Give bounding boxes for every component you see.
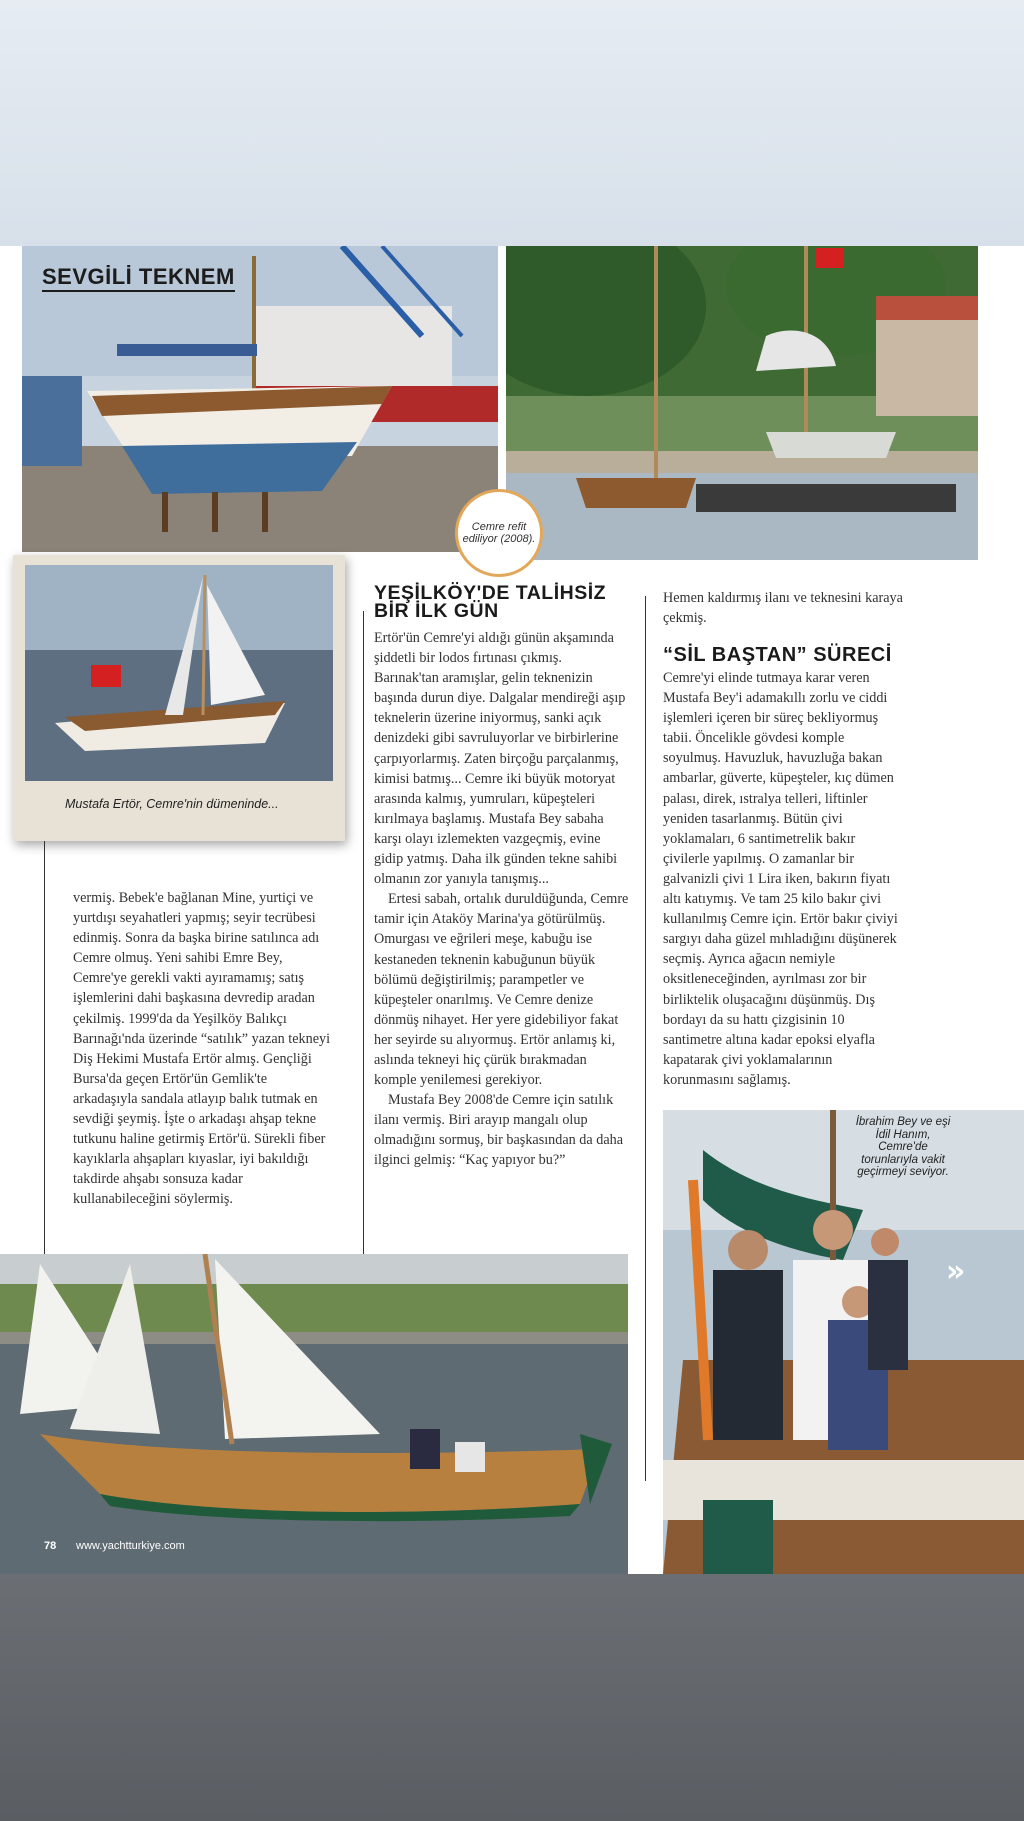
caption-helm: Mustafa Ertör, Cemre'nin dümeninde... (65, 797, 279, 811)
column-rule-1 (44, 841, 45, 1254)
polaroid-frame (13, 555, 345, 841)
photo-helm (25, 565, 333, 781)
status-area-top (0, 0, 1024, 246)
col2-paragraph-3: Mustafa Bey 2008'de Cemre için satılık ilanı vermiş. Biri arayıp mangalı olup olmadığını sormuş, bir başkasından da daha ilginci gelmiş: “Kaç yapıyor bu?” (374, 1092, 624, 1169)
footer-url: www.yachtturkiye.com (76, 1540, 185, 1552)
photo-sailing (0, 1254, 628, 1574)
page-title: SEVGİLİ TEKNEM (42, 264, 235, 292)
column-3-text (663, 668, 903, 1090)
column-rule-3 (645, 596, 646, 1481)
status-area-bottom (0, 1574, 1024, 1821)
heading-sil-bastan: “SİL BAŞTAN” SÜRECİ (663, 644, 892, 666)
photo-family (663, 1110, 1024, 1574)
photo-marina (506, 246, 978, 560)
column-2-text (374, 628, 630, 1171)
column-3-intro (663, 588, 903, 628)
col2-paragraph-1: Ertör'ün Cemre'yi aldığı günün akşamında şiddetli bir lodos fırtınası çıkmış. Barınak'tan aramışlar, gelin teknenizin başında durun diye. Dalgalar mendireği aşıp teknelerin üzerine iniyormuş, sanki açık denizdeki gibi savruluyorlar ve birbirlerine çarpıyorlarmış. Zaten birçoğu parçalanmış, kimisi batmış... Cemre iki büyük motoryat arasında kalmış, yumruları, küpeşteleri kırılmaya başlamış. Mustafa Bey sabaha karşı olayı izlemekten vazgeçmiş, evine gidip yatmış. Daha ilk günden tekne sahibi olmanın zor yanıyla tanışmış... (374, 630, 626, 888)
col2-paragraph-2: Ertesi sabah, ortalık duruldüğunda, Cemre tamir için Ataköy Marina'ya götürülmüş. Omurgası ve eğrileri meşe, kabuğu ise kestaneden teknenin kabuğunun büyük bölümü değiştirilmiş; parampetler ve küpeşteler onarılmış. Ve Cemre denize dönmüş nihayet. Her yere gidebiliyor fakat her seyirde su alıyormuş. Ertör anlamış ki, aslında tekneyi hiç çürük bırakmadan komple yenilemesi gerekiyor. (374, 891, 629, 1089)
col3-intro: Hemen kaldırmış ilanı ve teknesini karaya çekmiş. (663, 590, 903, 627)
magazine-page (0, 246, 1024, 1574)
page-number: 78 (44, 1540, 57, 1552)
column-1-text (73, 888, 333, 1210)
col1-paragraph: vermiş. Bebek'e bağlanan Mine, yurtiçi ve yurtdışı seyahatleri yapmış; seyir tecrübesi edinmiş. Sonra da başka birine satılınca adı Cemre olmuş. Yeni sahibi Emre Bey, Cemre'ye gerekli vakti ayıramamış; satış işlemlerini dahi başkasına devredip aradan çekilmiş. 1999'da da Yeşilköy Balıkçı Barınağı'nda üzerinde “satılık” yazan tekneyi Diş Hekimi Mustafa Ertör almış. Gençliği Bursa'da geçen Ertör'ün Gemlik'te arkadaşıyla sandala atlayıp balık tutmak en sevdiği şeymiş. İşte o arkadaşı ahşap tekne tutkunu haline getirmiş Ertör'ü. Sürekli fiber kayıklarla ahşapları kıyaslar, iyi bakıldığı takdirde ahşabı sonsuza kadar kullanabileceğini söylermiş. (73, 890, 331, 1208)
caption-family: İbrahim Bey ve eşi İdil Hanım, Cemre'de torunlarıyla vakit geçirmeyi seviyor. (855, 1116, 951, 1178)
column-rule-2 (363, 611, 364, 1255)
double-chevron-right-icon[interactable]: » (946, 1254, 966, 1289)
heading-yesilkoy: YEŞİLKÖY'DE TALİHSİZ BİR İLK GÜN (374, 582, 607, 622)
caption-refit: Cemre refit ediliyor (2008). (455, 489, 543, 577)
col3-paragraph: Cemre'yi elinde tutmaya karar veren Mustafa Bey'i adamakıllı zorlu ve ciddi işlemleri içeren bir süreç bekliyormuş tabii. Öncelikle gövdesi komple soyulmuş. Havuzluk, havuzluğa bakan ambarlar, güverte, küpeşteler, kıç dümen palası, direk, ıstralya telleri, liftinler yeniden tasarlanmış. Bütün çivi yoklamaları, 6 santimetrelik bakır çivilerle yapılmış. O zamanlar bir galvanizli çivi 1 Lira iken, bakırın fiyatı altı katıymış. Ve tam 25 kilo bakır çivi kullanılmış Cemre için. Ertör bakır çiviyi sargıyı daha güzel mıhladığını düşünerek seçmiş. Ayrıca ağacın nemiyle oksitleneceğinden, ayrılması zor bir birliktelik oluşacağını düşünmüş. Dış bordayı da su hattı çizgisinin 10 santimetre altına kadar epoksi elyafla kapatarak çivi yoklamalarının korunmasını sağlamış. (663, 670, 898, 1088)
